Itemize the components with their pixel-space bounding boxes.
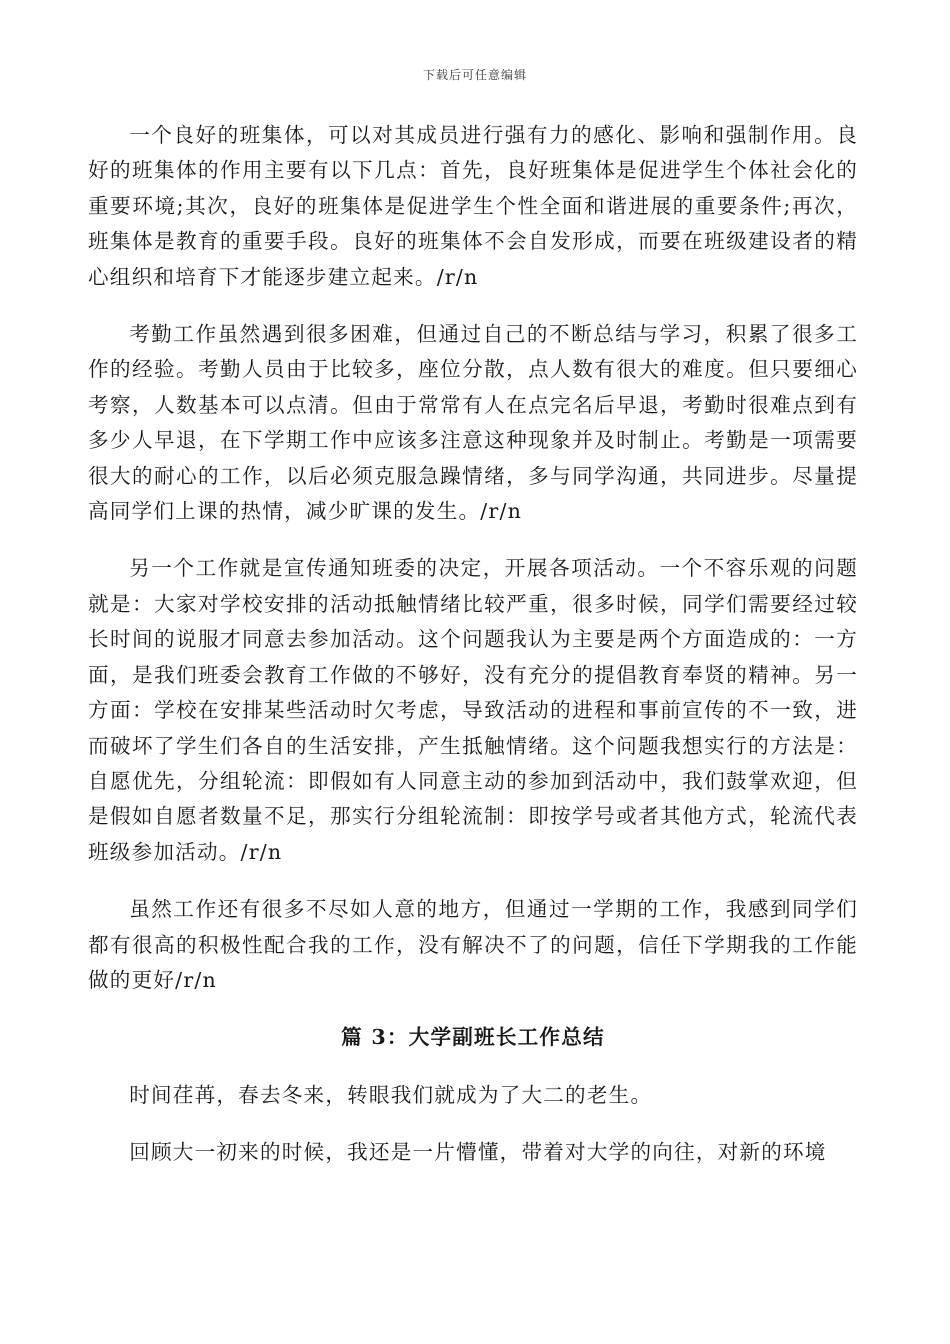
paragraph-looking-back: 回顾大一初来的时候，我还是一片懵懂，带着对大学的向往，对新的环境 <box>129 1140 827 1165</box>
document-body <box>88 118 858 1171</box>
page-header-note: 下载后可任意编辑 <box>422 68 527 82</box>
paragraph-attendance: 考勤工作虽然遇到很多困难，但通过自己的不断总结与学习，积累了很多工作的经验。考勤人员由于比较多，座位分散，点人数有很大的难度。但只要细心考察，人数基本可以点清。但由于常常有人在点完名后早退，考勤时很难点到有多少人早退，在下学期工作中应该多注意这种现象并及时制止。考勤是一项需要很大的耐心的工作，以后必须克服急躁情绪，多与同学沟通，共同进步。尽量提高同学们上课的热情，减少旷课的发生。/r/n <box>88 322 858 524</box>
paragraph-time-flies: 时间荏苒，春去冬来，转眼我们就成为了大二的老生。 <box>129 1082 653 1107</box>
section-heading: 篇 3：大学副班长工作总结 <box>341 1025 605 1050</box>
paragraph-class-collective: 一个良好的班集体，可以对其成员进行强有力的感化、影响和强制作用。良好的班集体的作用主要有以下几点：首先，良好班集体是促进学生个体社会化的重要环境;其次，良好的班集体是促进学生个性全面和谐进展的重要条件;再次，班集体是教育的重要手段。良好的班集体不会自发形成，而要在班级建设者的精心组织和培育下才能逐步建立起来。/r/n <box>88 123 858 289</box>
paragraph-summary: 虽然工作还有很多不尽如人意的地方，但通过一学期的工作，我感到同学们都有很高的积极性配合我的工作，没有解决不了的问题，信任下学期我的工作能做的更好/r/n <box>88 897 858 992</box>
paragraph-publicity: 另一个工作就是宣传通知班委的决定，开展各项活动。一个不容乐观的问题就是：大家对学校安排的活动抵触情绪比较严重，很多时候，同学们需要经过较长时间的说服才同意去参加活动。这个问题我认为主要是两个方面造成的：一方面，是我们班委会教育工作做的不够好，没有充分的提倡教育奉贤的精神。另一方面：学校在安排某些活动时欠考虑，导致活动的进程和事前宣传的不一致，进而破坏了学生们各自的生活安排，产生抵触情绪。这个问题我想实行的方法是：自愿优先，分组轮流：即假如有人同意主动的参加到活动中，我们鼓掌欢迎，但是假如自愿者数量不足，那实行分组轮流制：即按学号或者其他方式，轮流代表班级参加活动。/r/n <box>88 556 858 864</box>
